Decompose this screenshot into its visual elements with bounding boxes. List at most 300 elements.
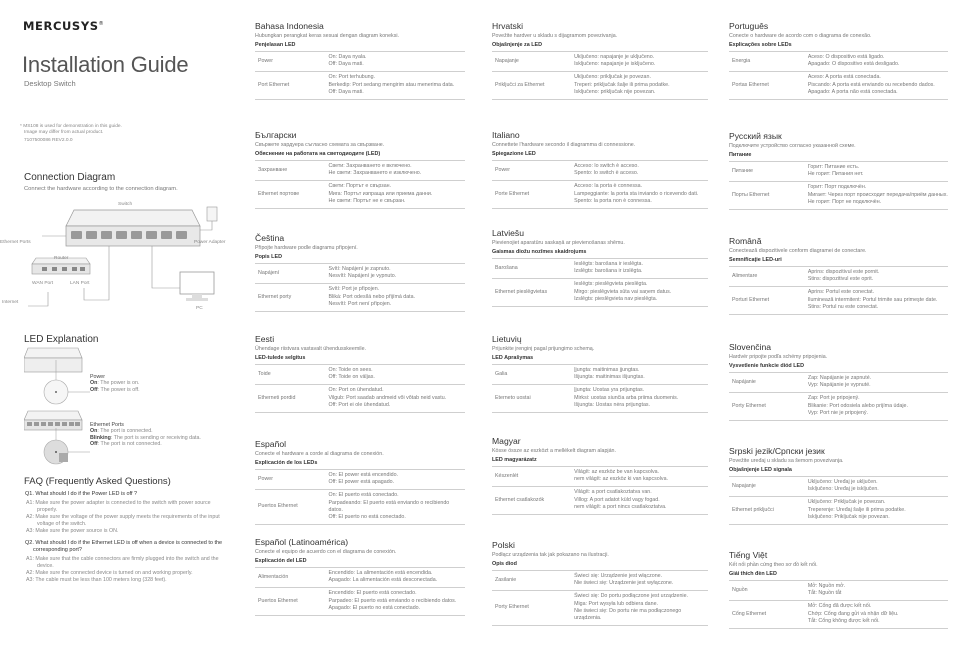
language-title: Български <box>255 130 297 140</box>
led-states <box>574 259 708 279</box>
led-state: Įjungta: Uostas yra prijungtas. <box>574 387 645 394</box>
led-table-row <box>492 365 708 385</box>
lang-section-et <box>255 334 465 413</box>
led-table-row <box>729 162 948 182</box>
led-state: Apagado: El puerto no está conectado. <box>328 604 421 611</box>
led-states <box>808 287 948 315</box>
led-table-row <box>492 467 708 487</box>
led-state: nem világít: a port nincs csatlakoztatva. <box>574 503 667 510</box>
led-states <box>574 365 708 385</box>
led-states <box>574 591 708 626</box>
led-table <box>729 372 948 421</box>
led-table-row <box>255 385 465 413</box>
led-name: Porturi Ethernet <box>729 287 808 315</box>
led-table-row <box>729 52 948 72</box>
led-state: Off: Port ei ole ühendatud. <box>328 401 391 408</box>
led-states <box>808 581 948 601</box>
language-desc: Подключите устройство согласно указанной схеме. <box>729 143 856 149</box>
led-state: Acceso: la porta è connessa. <box>574 183 643 190</box>
led-name: Power <box>492 161 574 181</box>
led-table-row <box>492 487 708 515</box>
led-table-row <box>255 490 465 525</box>
led-state: Acceso: lo switch è acceso. <box>574 163 639 169</box>
led-table-row <box>492 259 708 279</box>
faq-question: Q1. What should I do if the Power LED is off ? <box>25 491 138 497</box>
led-state: Mirgo: pieslēgvieta sūta vai saņem datus. <box>574 288 672 295</box>
led-table-row <box>255 181 465 209</box>
demo-note: * MS108 is used for demonstration in this guide. Image may differ from actual product. 7107500086 REV2.0.0 <box>20 124 122 143</box>
led-state: Isključeno: Uređaj je isključen. <box>807 486 879 493</box>
led-state: Uključeno: Uređaj je uključen. <box>807 479 878 485</box>
led-state: Мигает: Через порт происходит передача/приём данных. <box>807 191 948 198</box>
led-state: Uključeno: priključak je povezan. <box>574 74 651 81</box>
lang-section-lt <box>492 334 708 413</box>
led-state: On: El puerto está conectado. <box>328 492 399 499</box>
mercusys-logo: MERCUSYS® <box>23 19 105 33</box>
led-name: Ethernet priključci <box>729 497 808 525</box>
lang-section-ro <box>729 236 948 315</box>
led-states <box>808 497 948 525</box>
language-desc: Connettete l'hardware secondo il diagramma di connessione. <box>492 142 636 148</box>
led-states <box>808 373 948 393</box>
lang-section-hu <box>492 436 708 515</box>
led-table-heading: Обяснение на работата на светодиодите (LED) <box>255 151 381 157</box>
led-states <box>808 162 948 182</box>
language-desc: Kết nối phần cứng theo sơ đồ kết nối. <box>729 562 818 568</box>
led-illustration-icon <box>24 346 94 471</box>
lang-section-cs <box>255 233 465 312</box>
lang-section-vi <box>729 550 948 629</box>
column-2 <box>240 0 480 660</box>
led-table <box>729 476 948 525</box>
led-name: Alimentare <box>729 267 808 287</box>
led-table <box>492 258 708 307</box>
led-state: Ieslēgts: pieslēgvieta pieslēgta. <box>574 281 648 288</box>
internet-label: Internet <box>2 300 19 305</box>
language-title: Română <box>729 236 762 246</box>
language-title: Português <box>729 21 769 31</box>
led-table-heading: Питание <box>729 152 752 158</box>
led-table-row <box>255 568 465 588</box>
led-table <box>255 364 465 413</box>
led-state: Villog: A port adatot küld vagy fogad. <box>574 496 660 503</box>
led-states <box>329 385 466 413</box>
led-states <box>329 470 466 490</box>
router-label: Router <box>54 256 69 261</box>
faq-section <box>24 476 229 584</box>
faq-title: FAQ (Frequently Asked Questions) <box>24 476 171 487</box>
led-state: Világít: a port csatlakoztatva van. <box>574 489 652 496</box>
led-table <box>492 570 708 626</box>
led-name: Port Ethernet <box>255 72 329 100</box>
led-state: Свети: Захранването е включено. <box>328 163 412 169</box>
led-state: Parpadeando: El puerto está enviando o recibiendo datos. <box>328 499 450 513</box>
lang-section-es-la <box>255 537 465 616</box>
led-state: Aprins: dispozitivul este pornit. <box>807 269 880 275</box>
led-state: Не свети: Захранването е изключено. <box>328 170 422 177</box>
led-table <box>492 160 708 209</box>
led-states <box>574 571 708 591</box>
power-adapter-label: Power Adapter <box>194 240 226 245</box>
led-state: Uključeno: Priključak je povezan. <box>807 499 886 506</box>
led-state: Mở: Nguồn mở. <box>807 583 846 589</box>
faq-answer: A1: Make sure that the cable connectors are firmly plugged into the switch and the device. <box>26 556 219 569</box>
led-states <box>808 393 948 421</box>
led-state: Isključeno: priključak nije povezan. <box>574 88 656 95</box>
led-state: Encendido: La alimentación está encendida. <box>328 570 433 576</box>
language-title: Polski <box>492 540 515 550</box>
led-states <box>329 181 466 209</box>
led-state: Uključeno: napajanje je uključeno. <box>574 54 655 60</box>
led-state: Свети: Портът е свързан. <box>328 183 392 190</box>
led-name: Napajanje <box>492 52 574 72</box>
led-name: Power <box>255 470 329 490</box>
language-desc: Ühendage riistvara vastavalt ühendusskeemile. <box>255 346 367 352</box>
lang-section-pt <box>729 21 948 100</box>
led-table-heading: Spiegazione LED <box>492 151 536 157</box>
led-state: Svítí: Port je připojen. <box>328 286 380 293</box>
led-table-heading: LED-tulede selgitus <box>255 355 306 361</box>
led-table <box>729 580 948 629</box>
led-name: Porty Ethernet <box>729 393 808 421</box>
led-name: Ethernet портове <box>255 181 329 209</box>
led-states <box>329 490 466 525</box>
led-states <box>329 264 466 284</box>
led-name: Nguồn <box>729 581 808 601</box>
led-state: Горит: Порт подключён. <box>807 184 867 191</box>
language-desc: Povežite uređaj u skladu sa šemom povezivanja. <box>729 458 844 464</box>
led-state: On: Daya nyala. <box>328 54 367 60</box>
led-table-row <box>492 279 708 307</box>
led-name: Priključci za Ethernet <box>492 72 574 100</box>
language-title: Español <box>255 439 287 449</box>
led-table-row <box>729 601 948 629</box>
led-states <box>329 365 466 385</box>
led-name: Porte Ethernet <box>492 181 574 209</box>
language-title: Eesti <box>255 334 275 344</box>
led-table-heading: Penjelasan LED <box>255 42 296 48</box>
led-states <box>574 161 708 181</box>
led-name: Energia <box>729 52 808 72</box>
led-table-heading: Explicación de los LEDs <box>255 460 318 466</box>
led-state: Vilgub: Port saadab andmeid või võtab neid vastu. <box>328 394 447 401</box>
led-table <box>492 364 708 413</box>
led-state: On: El power está encendido. <box>328 472 398 478</box>
led-state: Išjungta: Uostas nėra prijungtas. <box>574 401 651 408</box>
led-state: Bliká: Port odesílá nebo přijímá data. <box>328 293 416 300</box>
pc-label: PC <box>196 306 203 311</box>
led-name: Eterneto uostai <box>492 385 574 413</box>
led-name: Cổng Ethernet <box>729 601 808 629</box>
led-table-row <box>492 591 708 626</box>
led-state: Ieslēgts: barošana ir ieslēgta. <box>574 261 643 267</box>
led-name: Zasilanie <box>492 571 574 591</box>
led-state: Off: Toide on väljas. <box>328 374 375 381</box>
language-desc: Povežite hardver u skladu s dijagramom povezivanja. <box>492 33 618 39</box>
led-table-row <box>492 571 708 591</box>
revision-number: 7107500086 REV2.0.0 <box>24 138 73 143</box>
led-states <box>808 477 948 497</box>
led-state: Isključeno: Priključak nije povezan. <box>807 513 890 520</box>
led-states <box>808 182 948 210</box>
led-name: Napájení <box>255 264 329 284</box>
led-table-row <box>729 477 948 497</box>
led-state: Spento: lo switch è acceso. <box>574 170 639 177</box>
led-states <box>329 588 466 616</box>
led-table-heading: Vysvetlenie funkcie diód LED <box>729 363 804 369</box>
language-desc: Připojte hardware podle diagramu připojení. <box>255 245 358 251</box>
led-name: Power <box>255 52 329 72</box>
led-explanation <box>24 334 234 464</box>
led-states <box>574 181 708 209</box>
led-table-heading: Giải thích đèn LED <box>729 571 777 577</box>
language-desc: Hubungkan perangkat keras sesuai dengan diagram koneksi. <box>255 33 399 39</box>
led-name: Ethernet pieslēgvietas <box>492 279 574 307</box>
language-desc: Hardvér pripojte podľa schémy pripojenia. <box>729 354 828 360</box>
led-state: Nesvítí: Napájení je vypnuto. <box>328 273 397 280</box>
led-state: Blikanie: Port odosiela alebo prijíma údaje. <box>807 402 908 409</box>
led-state: Treperenje: Uređaj šalje ili prima podatke. <box>807 506 906 513</box>
led-table-row <box>729 373 948 393</box>
led-state: Spento: la porta non è connessa. <box>574 197 652 204</box>
led-state: Świeci się: Urządzenie jest włączone. <box>574 573 663 579</box>
led-state: Apagado: La alimentación está desconectada. <box>328 577 438 584</box>
led-table <box>729 51 948 100</box>
led-table-row <box>729 72 948 100</box>
led-table <box>255 160 465 209</box>
led-name: Puertos Ethernet <box>255 490 329 525</box>
led-states <box>329 72 466 100</box>
led-state: Chớp: Cổng đang gửi và nhận dữ liệu. <box>807 610 899 617</box>
led-table-heading: Opis diod <box>492 561 517 567</box>
led-table-row <box>729 287 948 315</box>
led-name: Питание <box>729 162 808 182</box>
lang-section-lv <box>492 228 708 307</box>
language-title: Slovenčina <box>729 342 772 352</box>
led-table-row <box>255 365 465 385</box>
lang-section-bg <box>255 130 465 209</box>
led-state: Aceso: O dispositivo está ligado. <box>807 54 885 60</box>
led-table-row <box>255 161 465 181</box>
switch-label: Switch <box>118 202 133 207</box>
led-state: Мига: Портът изпраща или приема данни. <box>328 190 433 197</box>
led-states <box>574 467 708 487</box>
led-state: Lampeggiante: la porta sta inviando o ricevendo dati. <box>574 190 699 197</box>
led-name: Захранване <box>255 161 329 181</box>
language-desc: Conecte el equipo de acuerdo con el diagrama de conexión. <box>255 549 397 555</box>
led-state: Не свети: Портът не е свързан. <box>328 197 406 204</box>
led-table <box>255 51 465 100</box>
led-state: Encendido: El puerto está conectado. <box>328 590 417 597</box>
led-state: Zap: Port je pripojený. <box>807 395 860 402</box>
led-state: Vyp: Port nie je pripojený. <box>807 409 868 416</box>
page-subtitle: Desktop Switch <box>24 79 76 88</box>
led-table-row <box>729 267 948 287</box>
lang-section-pl <box>492 540 708 626</box>
led-state: Aceso: A porta está conectada. <box>807 74 881 81</box>
led-table-row <box>729 581 948 601</box>
led-state: Świeci się: Do portu podłączone jest urządzenie. <box>574 593 689 600</box>
led-name: Napajanje <box>729 477 808 497</box>
faq-question: Q2. What should I do if the Ethernet LED is off when a device is connected to the corresponding port? <box>25 540 223 553</box>
led-name: Alimentación <box>255 568 329 588</box>
lang-section-es <box>255 439 465 525</box>
led-table <box>729 266 948 315</box>
led-table-row <box>492 72 708 100</box>
column-4 <box>720 0 960 660</box>
led-state: On: Toide on sees. <box>328 367 373 373</box>
led-state: Vyp: Napájanie je vypnuté. <box>807 382 871 389</box>
led-name: Barošana <box>492 259 574 279</box>
led-table-row <box>729 393 948 421</box>
wan-port-label: WAN Port <box>32 281 54 286</box>
language-desc: Kösse össze az eszközt a mellékelt diagram alapján. <box>492 448 616 454</box>
led-state: Nesvítí: Port není připojen. <box>328 300 392 307</box>
faq-answer: A3: The cable must be less than 100 meters long (328 feet). <box>26 577 167 583</box>
led-states <box>808 267 948 287</box>
led-state: Tắt: Nguồn tắt <box>807 590 842 597</box>
led-state: Nie świeci się: Do portu nie ma podłączonego urządzenia. <box>574 607 682 622</box>
lang-section-id <box>255 21 465 100</box>
led-table-row <box>492 181 708 209</box>
led-table-row <box>255 72 465 100</box>
led-state: Parpadeo: El puerto está enviando o recibiendo datos. <box>328 597 457 604</box>
led-state: nem világít: az eszköz ki van kapcsolva. <box>574 476 668 483</box>
led-name: Porty Ethernet <box>492 591 574 626</box>
language-title: Latviešu <box>492 228 525 238</box>
led-table-row <box>492 385 708 413</box>
led-name: Toide <box>255 365 329 385</box>
led-state: On: Port terhubung. <box>328 74 376 81</box>
led-state: Не горит: Порт не подключён. <box>807 198 882 205</box>
language-desc: Свържете хардуера съгласно схемата за свързване. <box>255 142 385 148</box>
ethernet-led-desc: Ethernet Ports On: The port is connected. Blinking: The port is sending or receiving data. Off: The port is not connected. <box>90 422 201 448</box>
led-state: Treperi: priključak šalje ili prima podatke. <box>574 81 670 88</box>
led-table-row <box>492 161 708 181</box>
language-title: Hrvatski <box>492 21 524 31</box>
led-name: Порты Ethernet <box>729 182 808 210</box>
led-states <box>574 52 708 72</box>
page-title: Installation Guide <box>22 52 189 77</box>
language-desc: Conecte el hardware a corde al diagrama de conexión. <box>255 451 384 457</box>
led-table-heading: Explicações sobre LEDs <box>729 42 792 48</box>
led-state: Miga: Port wysyła lub odbiera dane. <box>574 600 658 607</box>
language-title: Bahasa Indonesia <box>255 21 324 31</box>
language-desc: Conecte o hardware de acordo com o diagrama de conexão. <box>729 33 872 39</box>
led-state: Svítí: Napájení je zapnuto. <box>328 266 391 272</box>
lang-section-ru <box>729 131 948 210</box>
led-table-row <box>492 52 708 72</box>
led-name: Napájanie <box>729 373 808 393</box>
led-table <box>255 469 465 525</box>
led-table-row <box>255 264 465 284</box>
led-table-heading: Popis LED <box>255 254 282 260</box>
language-title: Tiếng Việt <box>729 550 768 560</box>
led-state: Не горит: Питания нет. <box>807 171 864 178</box>
led-table <box>255 263 465 312</box>
led-table-heading: Gaismas diožu nozīmes skaidrojums <box>492 249 587 255</box>
led-state: Mở: Cổng đã được kết nối. <box>807 603 872 610</box>
led-state: Zap: Napájanie je zapnuté. <box>807 375 872 381</box>
lang-section-it <box>492 130 708 209</box>
language-title: Magyar <box>492 436 521 446</box>
power-led-desc: Power On: The power is on. Off: The power is off. <box>90 374 140 393</box>
led-state: Įjungta: maitinimas įjungtas. <box>574 367 640 373</box>
led-state: Isključeno: napajanje je isključeno. <box>574 61 656 68</box>
led-name: Portas Ethernet <box>729 72 808 100</box>
led-state: Off: Daya mati. <box>328 88 364 95</box>
led-state: Berkedip: Port sedang mengirim atau menerima data. <box>328 81 455 88</box>
led-table-heading: LED magyarázatz <box>492 457 537 463</box>
language-title: Čeština <box>255 233 285 243</box>
column-3 <box>480 0 720 660</box>
led-state: Off: El power está apagado. <box>328 479 395 486</box>
led-state: Világít: az eszköz be van kapcsolva. <box>574 469 660 475</box>
led-state: Tắt: Cổng không được kết nối. <box>807 617 880 624</box>
led-states <box>808 52 948 72</box>
led-state: Izslēgts: pieslēgvieta nav pieslēgta. <box>574 295 658 302</box>
led-state: Mirksi: uostas siunčia arba priima duomenis. <box>574 394 679 401</box>
ethernet-ports-label: Ethernet Ports <box>0 240 31 245</box>
led-table-row <box>255 588 465 616</box>
language-title: Русский язык <box>729 131 782 141</box>
connection-diagram-desc: Connect the hardware according to the connection diagram. <box>24 186 178 192</box>
led-state: Izslēgts: barošana ir izslēgta. <box>574 268 643 275</box>
led-table <box>729 161 948 210</box>
led-state: Nie świeci się: Urządzenie jest wyłączone. <box>574 580 674 587</box>
led-explanation-title: LED Explanation <box>24 334 99 345</box>
led-states <box>808 601 948 629</box>
led-state: Горит: Питание есть. <box>807 164 860 170</box>
led-table <box>492 466 708 515</box>
faq-answer: A2: Make sure the connected device is turned on and working properly. <box>26 570 193 576</box>
led-name: Puertos Ethernet <box>255 588 329 616</box>
led-state: Piscando: A porta está enviando ou recebendo dados. <box>807 81 935 88</box>
faq-answer: A3: Make sure the power source is ON. <box>26 528 119 534</box>
language-title: Srpski jezik/Српски језик <box>729 446 825 456</box>
led-table <box>255 567 465 616</box>
led-states <box>574 279 708 307</box>
language-title: Lietuvių <box>492 334 522 344</box>
led-state: Off: Daya mati. <box>328 61 364 68</box>
led-name: Készenlét <box>492 467 574 487</box>
language-title: Español (Latinoamérica) <box>255 537 349 547</box>
led-table-heading: Objašnjenje LED signala <box>729 467 792 473</box>
language-desc: Conectează dispozitivele conform diagramei de conectare. <box>729 248 867 254</box>
language-desc: Podłącz urządzenia tak jak pokazano na ilustracji. <box>492 552 609 558</box>
led-name: Ethernet porty <box>255 284 329 312</box>
lang-section-sk <box>729 342 948 421</box>
led-state: Iluminează intermitent: Portul trimite sau primeşte date. <box>807 296 938 303</box>
led-states <box>329 284 466 312</box>
led-state: Stins: Portul nu este conectat. <box>807 303 879 310</box>
led-states <box>329 52 466 72</box>
language-desc: Pievienojiet aparatūru saskaņā ar pievienošanas shēmu. <box>492 240 625 246</box>
connection-diagram-title: Connection Diagram <box>24 172 116 183</box>
led-table-row <box>255 470 465 490</box>
language-desc: Prijunkite įrenginį pagal prijungimo schemą. <box>492 346 595 352</box>
led-state: On: Port on ühendatud. <box>328 387 384 394</box>
led-state: Apagado: A porta não está conectada. <box>807 88 898 95</box>
led-state: Stins: dispozitivul este oprit. <box>807 276 874 283</box>
led-table <box>492 51 708 100</box>
led-states <box>329 161 466 181</box>
led-table-row <box>255 284 465 312</box>
led-table-row <box>729 497 948 525</box>
led-state: Aprins: Portul este conectat. <box>807 289 875 296</box>
led-state: Off: El puerto no está conectado. <box>328 514 406 521</box>
faq-answer: A2: Make sure the voltage of the power supply meets the requirements of the input voltage of the switch. <box>26 514 220 527</box>
